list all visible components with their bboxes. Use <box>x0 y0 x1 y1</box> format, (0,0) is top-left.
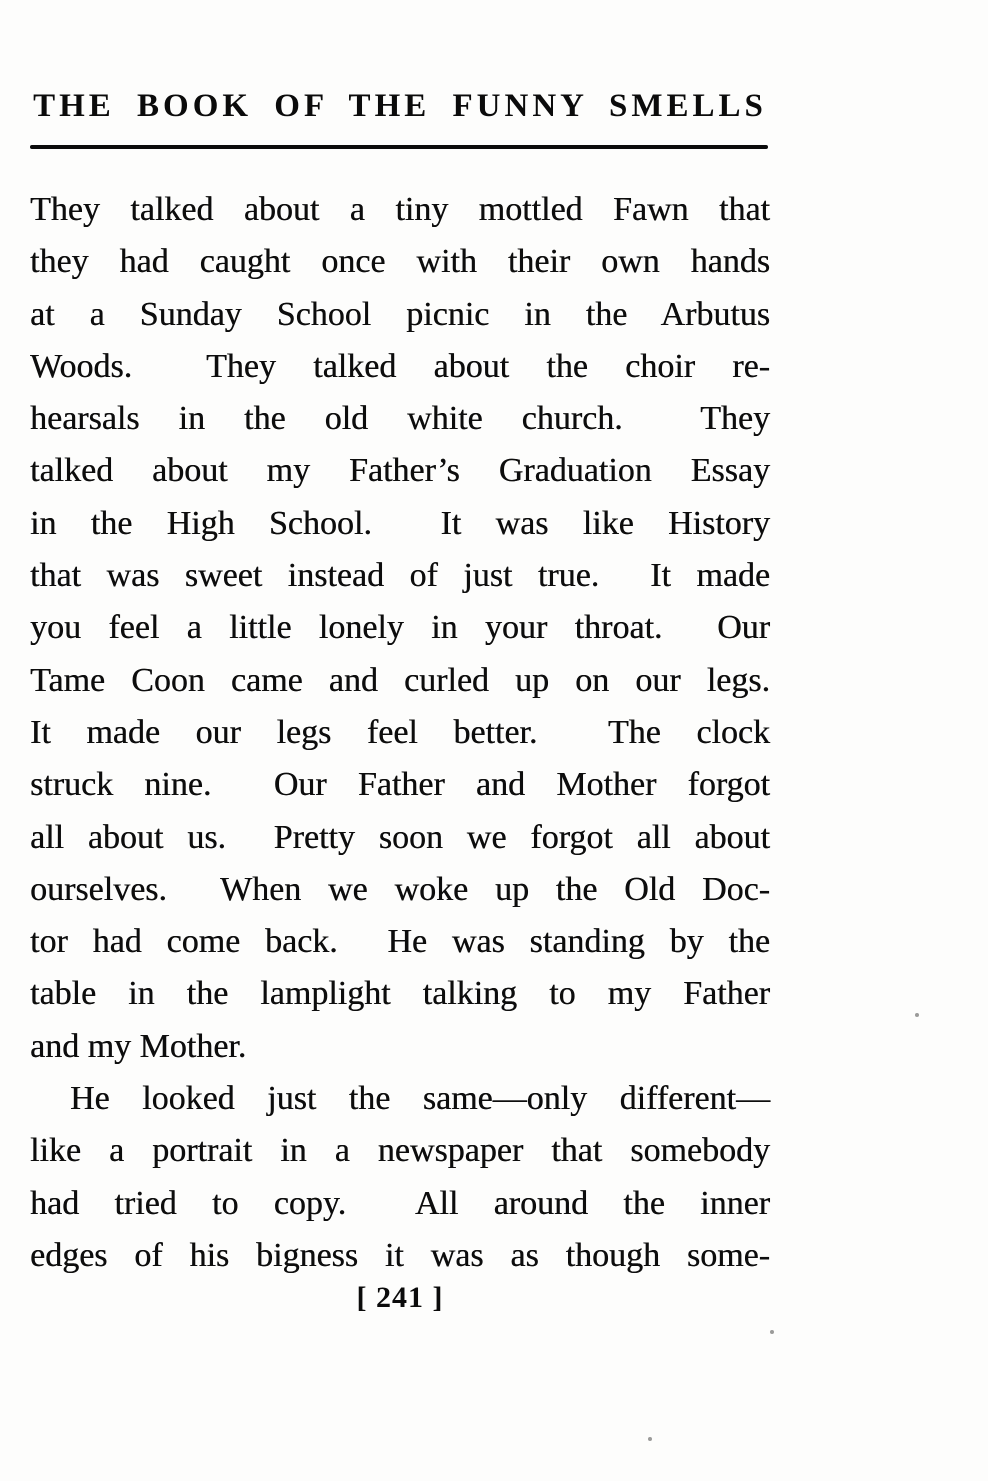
text-line: they had caught once with their own hands <box>30 243 770 281</box>
body-text <box>30 184 770 1282</box>
text-line: Tame Coon came and curled up on our legs. <box>30 661 770 699</box>
text-line: It made our legs feel better. The clock <box>30 713 770 751</box>
text-line: at a Sunday School picnic in the Arbutus <box>30 295 770 333</box>
text-line: like a portrait in a newspaper that somebody <box>30 1132 770 1170</box>
text-line: He looked just the same—only different— <box>70 1080 770 1118</box>
scan-speck <box>915 1013 919 1017</box>
text-line: table in the lamplight talking to my Father <box>30 975 770 1013</box>
text-line: had tried to copy. All around the inner <box>30 1184 770 1222</box>
text-line: ourselves. When we woke up the Old Doc- <box>30 870 770 908</box>
text-line: and my Mother. <box>30 1027 247 1065</box>
text-line: edges of his bigness it was as though some- <box>30 1236 770 1274</box>
text-line: Woods. They talked about the choir re- <box>30 347 770 385</box>
text-line: struck nine. Our Father and Mother forgot <box>30 766 770 804</box>
header-rule <box>30 145 768 149</box>
text-line: talked about my Father’s Graduation Essay <box>30 452 770 490</box>
page-number: [ 241 ] <box>356 1281 444 1314</box>
scan-speck <box>648 1437 652 1441</box>
text-line: hearsals in the old white church. They <box>30 400 770 438</box>
text-line: all about us. Pretty soon we forgot all about <box>30 818 770 856</box>
text-line: in the High School. It was like History <box>30 504 770 542</box>
text-line: They talked about a tiny mottled Fawn that <box>30 191 770 228</box>
running-header: THE BOOK OF THE FUNNY SMELLS <box>33 88 767 124</box>
text-line: tor had come back. He was standing by the <box>30 923 770 961</box>
text-line: that was sweet instead of just true. It made <box>30 557 770 595</box>
scan-speck <box>770 1330 774 1334</box>
text-line: you feel a little lonely in your throat. Our <box>30 609 770 647</box>
